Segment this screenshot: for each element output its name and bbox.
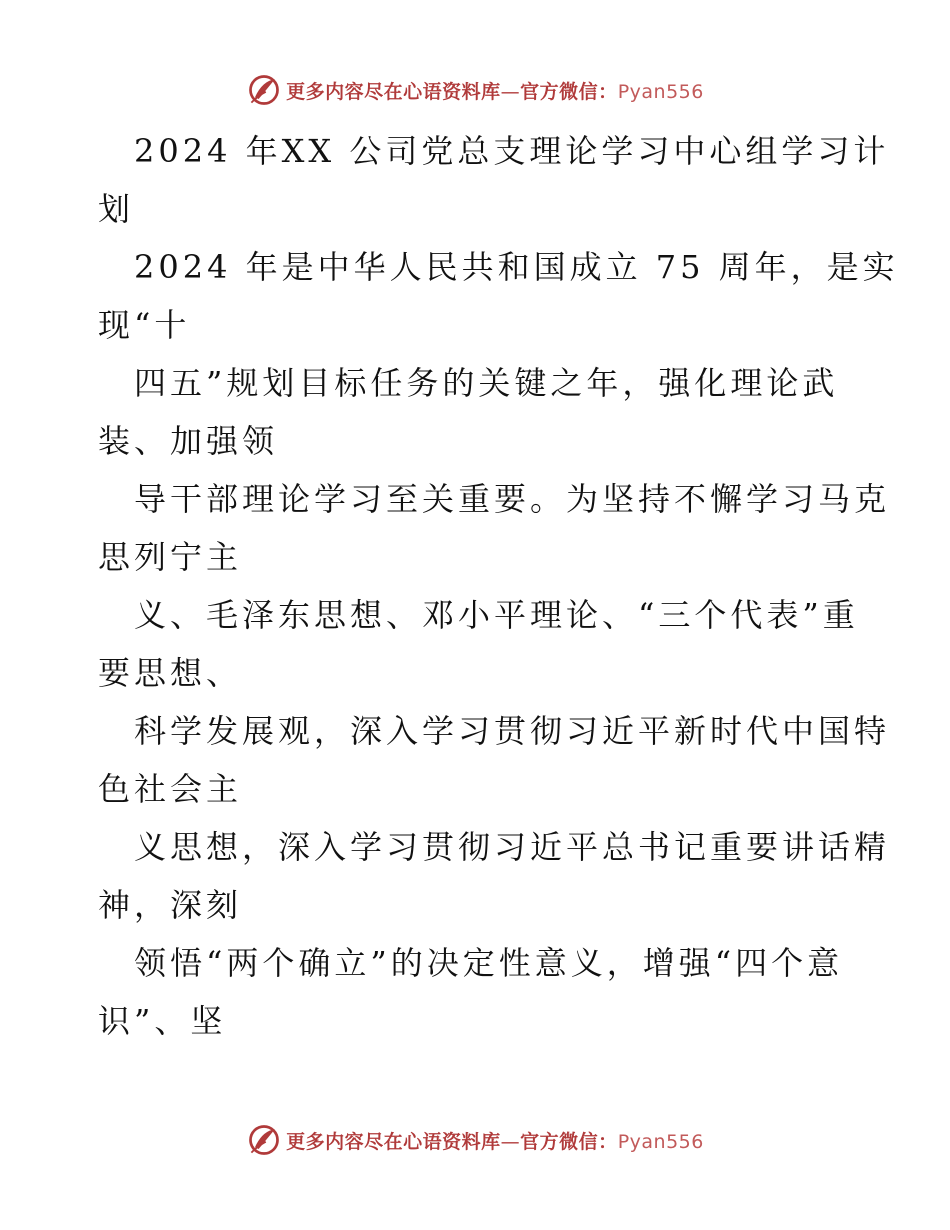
doc-line: 义、毛泽东思想、邓小平理论、“三个代表”重	[134, 596, 859, 634]
doc-line: 装、加强领	[98, 422, 279, 460]
footer-watermark-banner	[0, 1120, 950, 1160]
ink-pen-logo-icon	[246, 1122, 282, 1158]
doc-line-title-1: 2024 年XX 公司党总支理论学习中心组学习计	[134, 132, 890, 170]
document-body	[98, 122, 899, 1050]
doc-line: 四五”规划目标任务的关键之年，强化理论武	[134, 364, 839, 402]
watermark-text: 更多内容尽在心语资料库—官方微信：Pyan556	[286, 80, 704, 103]
doc-line: 色社会主	[98, 770, 243, 808]
doc-line: 义思想，深入学习贯彻习近平总书记重要讲话精	[134, 828, 891, 866]
ink-pen-logo-icon	[246, 72, 282, 108]
doc-line: 导干部理论学习至关重要。为坚持不懈学习马克	[134, 480, 891, 518]
doc-line: 思列宁主	[98, 538, 243, 576]
watermark-text: 更多内容尽在心语资料库—官方微信：Pyan556	[286, 1130, 704, 1153]
doc-line: 要思想、	[98, 654, 243, 692]
doc-line-title-2: 划	[98, 190, 135, 228]
doc-line: 2024 年是中华人民共和国成立 75 周年，是实	[134, 248, 899, 286]
doc-line: 识”、坚	[98, 1002, 227, 1040]
doc-line: 科学发展观，深入学习贯彻习近平新时代中国特	[134, 712, 891, 750]
doc-line: 现“十	[98, 306, 191, 344]
doc-line: 神，深刻	[98, 886, 243, 924]
header-watermark-banner	[0, 70, 950, 110]
doc-line: 领悟“两个确立”的决定性意义，增强“四个意	[134, 944, 844, 982]
